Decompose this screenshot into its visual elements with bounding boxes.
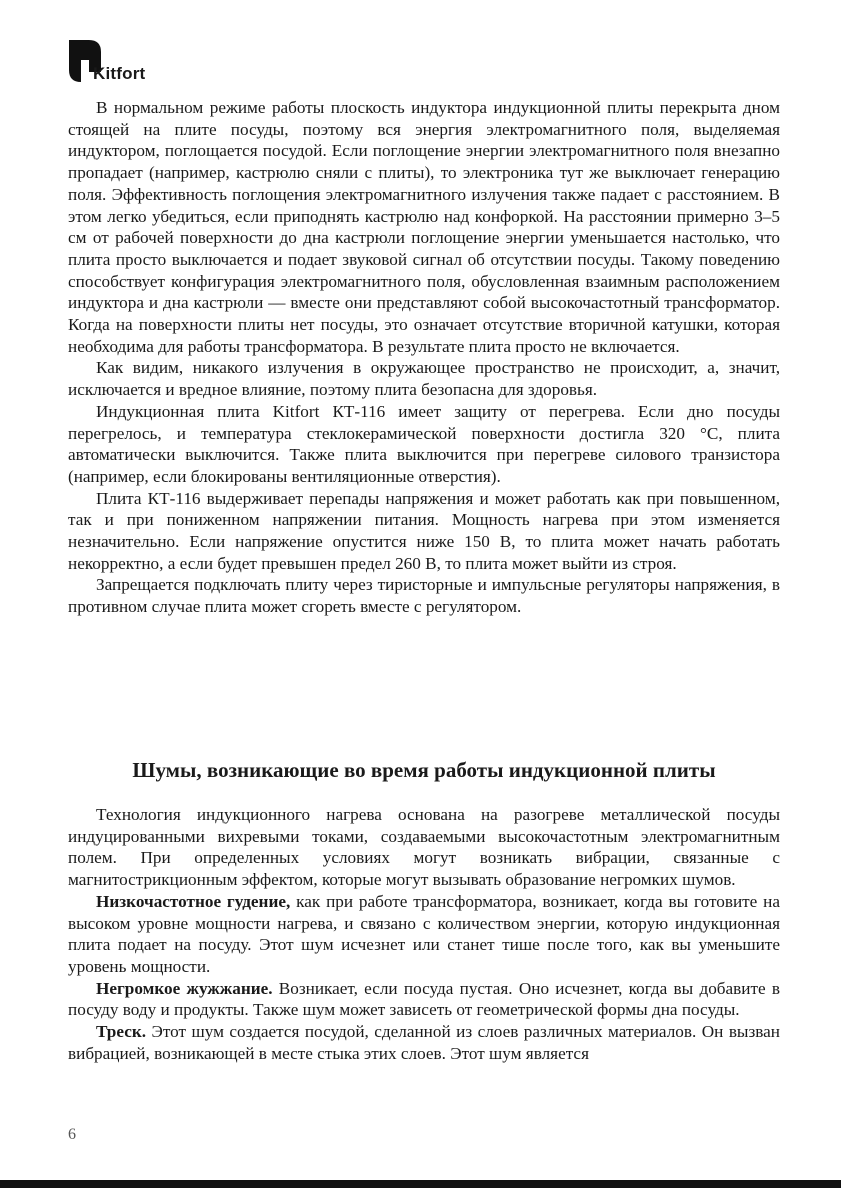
intro-section — [68, 97, 780, 618]
noise-description: Возникает, если посуда пустая. Оно исчезнет, когда вы добавите в посуду воду и продукты. Также шум может зависеть от геометрической формы дна посуды. — [68, 978, 780, 1020]
paragraph: Плита КТ-116 выдерживает перепады напряжения и может работать как при повышенном, так и при пониженном напряжении питания. Мощность нагрева при этом изменяется незначительно. Если напряжение опустится ниже 150 В, то плита может начать работать некорректно, а если будет превышен предел 260 В, то плита может выйти из строя. — [68, 488, 780, 573]
bottom-rule — [0, 1180, 841, 1188]
paragraph: В нормальном режиме работы плоскость индуктора индукционной плиты перекрыта дном стоящей на плите посуды, поэтому вся энергия электромагнитного поля, выделяемая индуктором, поглощается посудой. Если поглощение энергии электромагнитного поля внезапно пропадает (например, кастрюлю сняли с плиты), то электроника тут же выключает генерацию поля. Эффективность поглощения электромагнитного излучения также падает с расстоянием. В этом легко убедиться, если приподнять кастрюлю над конфоркой. На расстоянии примерно 3–5 см от рабочей поверхности до дна кастрюли поглощение энергии уменьшается настолько, что плита просто выключается и подает звуковой сигнал об отсутствии посуды. Такому поведению способствует конфигурация электромагнитного поля, обусловленная взаимным расположением индуктора и дна кастрюли — вместе они представляют собой высокочастотный трансформатор. Когда на поверхности плиты нет посуды, это означает отсутствие вторичной катушки, которая необходима для работы трансформатора. В результате плита просто не включается. — [68, 98, 780, 356]
noise-term: Треск. — [96, 1022, 147, 1042]
paragraph: Запрещается подключать плиту через тиристорные и импульсные регуляторы напряжения, в противном случае плита может сгореть вместе с регулятором. — [68, 575, 780, 617]
section-heading: Шумы, возникающие во время работы индукционной плиты — [132, 758, 716, 782]
logo-text: Kitfort — [93, 64, 146, 83]
noise-item — [68, 891, 780, 978]
page-number: 6 — [68, 1126, 76, 1143]
noise-section — [68, 804, 780, 1064]
kitfort-logo — [67, 38, 187, 88]
noise-description: как при работе трансформатора, возникает, когда вы готовите на высоком уровне мощности нагрева, и связано с количеством энергии, которую индукционная плита подает на посуду. Этот шум исчезнет или станет тише после того, как вы уменьшите уровень мощности. — [68, 891, 780, 976]
noise-item — [68, 978, 780, 1021]
paragraph: Технология индукционного нагрева основана на разогреве металлической посуды индуцированными вихревыми токами, создаваемыми высокочастотным электромагнитным полем. При определенных условиях могут возникать вибрации, связанные с магнитострикционным эффектом, которые могут вызывать образование негромких шумов. — [68, 805, 780, 890]
noise-term: Негромкое жужжание. — [96, 978, 273, 998]
noise-description: Этот шум создается посудой, сделанной из слоев различных материалов. Он вызван вибрацией, возникающей в месте стыка этих слоев. Этот шум является — [68, 1022, 780, 1063]
noise-term: Низкочастотное гудение, — [96, 891, 291, 911]
noise-item — [68, 1021, 780, 1064]
paragraph: Как видим, никакого излучения в окружающее пространство не происходит, а, значит, исключается и вредное влияние, поэтому плита безопасна для здоровья. — [68, 358, 780, 400]
paragraph: Индукционная плита Kitfort КТ-116 имеет защиту от перегрева. Если дно посуды перегрелось, и температура стеклокерамической поверхности достигла 320 °С, плита автоматически выключится. Также плита выключится при перегреве силового транзистора (например, если блокированы вентиляционные отверстия). — [68, 401, 780, 486]
